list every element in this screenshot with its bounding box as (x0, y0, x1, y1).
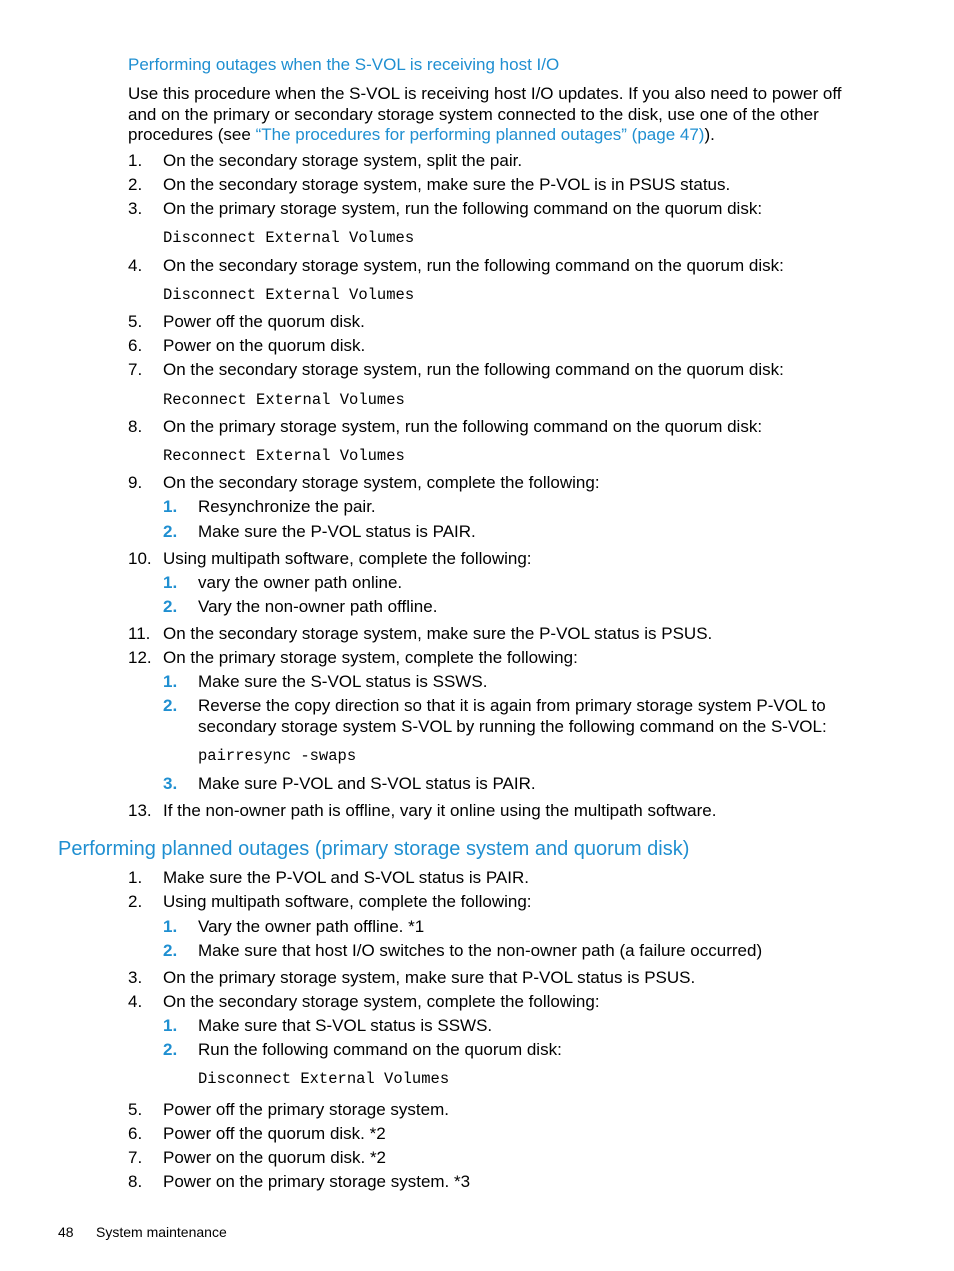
step-number: 2. (128, 175, 143, 194)
step-number: 2. (128, 892, 143, 911)
command-code: pairresync -swaps (198, 747, 357, 765)
step-text: On the primary storage system, complete the following: (163, 648, 578, 667)
substep-number: 3. (163, 774, 178, 793)
substep-text: Make sure the S-VOL status is SSWS. (198, 672, 488, 691)
step-number: 5. (128, 1100, 143, 1119)
command-code: Disconnect External Volumes (198, 1070, 450, 1088)
step-text: On the secondary storage system, run the following command on the quorum disk: (163, 360, 784, 379)
command-code: Disconnect External Volumes (163, 229, 415, 247)
intro-line: and on the primary or secondary storage system connected to the disk, use one of the other (128, 104, 819, 124)
step-number: 3. (128, 968, 143, 987)
substep-text: Resynchronize the pair. (198, 497, 376, 516)
substep-text: Make sure P-VOL and S-VOL status is PAIR. (198, 774, 536, 793)
step-text: On the secondary storage system, complete the following: (163, 992, 600, 1011)
command-code: Reconnect External Volumes (163, 447, 405, 465)
substep-number: 1. (163, 1016, 178, 1035)
step-text: On the secondary storage system, complete the following: (163, 473, 600, 492)
substep-text: Vary the non-owner path offline. (198, 597, 438, 616)
substep-number: 2. (163, 597, 178, 616)
substep-number: 1. (163, 917, 178, 936)
step-text: On the secondary storage system, make sure the P-VOL status is PSUS. (163, 624, 713, 643)
page-number: 48 (58, 1224, 74, 1240)
substep-number: 1. (163, 672, 178, 691)
substep-number: 2. (163, 522, 178, 541)
step-text: Using multipath software, complete the following: (163, 892, 532, 911)
page-reference-link[interactable]: “The procedures for performing planned outages” (page 47) (255, 125, 705, 144)
substep-number: 1. (163, 573, 178, 592)
step-text: Make sure the P-VOL and S-VOL status is PAIR. (163, 868, 529, 887)
command-code: Reconnect External Volumes (163, 391, 405, 409)
substep-text: Vary the owner path offline. *1 (198, 917, 425, 936)
step-number: 3. (128, 199, 143, 218)
step-text: Power on the quorum disk. *2 (163, 1148, 387, 1167)
step-number: 1. (128, 151, 143, 170)
step-number: 8. (128, 417, 143, 436)
step-number: 7. (128, 1148, 143, 1167)
step-number: 13. (128, 801, 152, 820)
intro-line: procedures (see (128, 125, 256, 144)
substep-text: secondary storage system S-VOL by running the following command on the S-VOL: (198, 717, 827, 736)
step-text: On the secondary storage system, run the following command on the quorum disk: (163, 256, 784, 275)
intro-paragraph (128, 84, 854, 146)
step-text: On the secondary storage system, split the pair. (163, 151, 523, 170)
step-number: 6. (128, 1124, 143, 1143)
step-text: On the primary storage system, make sure that P-VOL status is PSUS. (163, 968, 696, 987)
intro-line: ). (704, 125, 715, 144)
step-text: Power on the quorum disk. (163, 336, 366, 355)
substep-number: 2. (163, 1040, 178, 1059)
step-text: Power off the quorum disk. (163, 312, 365, 331)
step-number: 5. (128, 312, 143, 331)
step-text: On the primary storage system, run the following command on the quorum disk: (163, 199, 763, 218)
step-text: On the primary storage system, run the following command on the quorum disk: (163, 417, 763, 436)
step-text: Using multipath software, complete the following: (163, 549, 532, 568)
step-number: 11. (128, 624, 151, 643)
section-heading: Performing outages when the S-VOL is receiving host I/O (128, 55, 560, 74)
command-code: Disconnect External Volumes (163, 286, 415, 304)
step-number: 4. (128, 992, 143, 1011)
step-number: 4. (128, 256, 143, 275)
step-text: Power off the primary storage system. (163, 1100, 449, 1119)
step-number: 1. (128, 868, 143, 887)
substep-number: 2. (163, 941, 178, 960)
substep-number: 1. (163, 497, 178, 516)
step-text: Power off the quorum disk. *2 (163, 1124, 386, 1143)
step-text: On the secondary storage system, make sure the P-VOL is in PSUS status. (163, 175, 731, 194)
substep-number: 2. (163, 696, 178, 715)
step-number: 8. (128, 1172, 143, 1191)
substep-text: Make sure that host I/O switches to the non-owner path (a failure occurred) (198, 941, 763, 960)
step-number: 9. (128, 473, 143, 492)
substep-text: Run the following command on the quorum disk: (198, 1040, 562, 1059)
step-number: 6. (128, 336, 143, 355)
step-number: 12. (128, 648, 152, 667)
intro-line: Use this procedure when the S-VOL is receiving host I/O updates. If you also need to power off (128, 84, 842, 103)
substep-text: vary the owner path online. (198, 573, 403, 592)
substep-text: Reverse the copy direction so that it is again from primary storage system P-VOL to (198, 696, 826, 715)
step-number: 7. (128, 360, 143, 379)
step-text: Power on the primary storage system. *3 (163, 1172, 471, 1191)
substep-text: Make sure that S-VOL status is SSWS. (198, 1016, 493, 1035)
footer-section-title: System maintenance (96, 1224, 227, 1240)
step-number: 10. (128, 549, 152, 568)
substep-text: Make sure the P-VOL status is PAIR. (198, 522, 476, 541)
step-text: If the non-owner path is offline, vary it online using the multipath software. (163, 801, 717, 820)
section-heading: Performing planned outages (primary storage system and quorum disk) (58, 838, 690, 860)
